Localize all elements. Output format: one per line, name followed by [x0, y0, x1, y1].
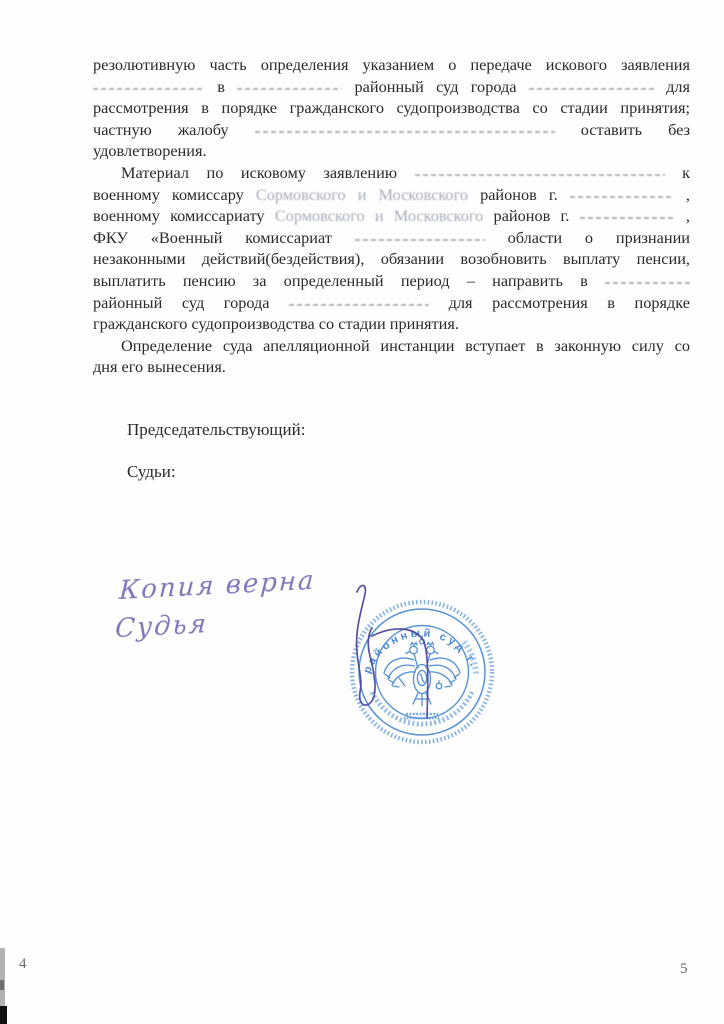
redacted-text — [237, 82, 342, 92]
handwritten-copy-note: Копия верна — [118, 565, 317, 607]
text-run: районов г. — [480, 184, 558, 204]
text-run: гражданского судопроизводства со стадии принятия. — [93, 314, 459, 334]
document-body — [93, 54, 690, 378]
presiding-judge-label: Председательствующий: — [127, 420, 306, 439]
text-run: частную жалобу — [93, 119, 229, 139]
document-line — [93, 335, 690, 357]
text-run: военному комиссариату — [93, 206, 265, 226]
document-line — [93, 205, 690, 227]
document-line — [93, 356, 690, 378]
text-run: в — [217, 76, 225, 96]
scan-edge-mark — [0, 980, 4, 990]
text-run: ФКУ «Военный комиссариат — [93, 227, 332, 247]
text-run: районный суд города — [93, 292, 270, 312]
document-line — [93, 184, 690, 206]
text-run: , — [685, 206, 690, 226]
document-line — [93, 292, 690, 314]
text-run: области о признании — [507, 227, 690, 247]
faded-text: Сормовского и Московского — [274, 206, 484, 226]
faded-text: Сормовского и Московского — [255, 184, 468, 204]
judge-signature — [330, 560, 530, 780]
text-run: для рассмотрения в порядке — [448, 292, 690, 312]
document-line — [93, 119, 690, 141]
redacted-text — [529, 82, 654, 92]
text-run: незаконными действий(бездействия), обязании возобновить выплату пенсии, — [93, 249, 690, 269]
text-run: районов г. — [493, 206, 570, 226]
redacted-text — [289, 298, 429, 308]
text-run: удовлетворения. — [93, 141, 207, 161]
handwritten-judge-note: Судья — [114, 609, 209, 645]
redacted-text — [605, 276, 690, 286]
document-line — [93, 54, 690, 76]
document-line — [93, 270, 690, 292]
text-run: , — [685, 184, 690, 204]
redacted-text — [255, 125, 555, 135]
text-run: Определение суда апелляционной инстанции вступает в законную силу со — [121, 335, 690, 355]
redacted-text — [93, 82, 205, 92]
stamp-arc-text: районный суд г. — [361, 627, 481, 676]
page-number-right: 5 — [680, 961, 688, 977]
document-line — [93, 227, 690, 249]
document-line — [93, 162, 690, 184]
text-run: Материал по исковому заявлению — [121, 162, 397, 182]
text-run: выплатить пенсию за определенный период – направить в — [93, 270, 588, 290]
document-line — [93, 248, 690, 270]
page-number-left: 4 — [19, 956, 27, 972]
redacted-text — [415, 168, 665, 178]
judges-label: Судьи: — [127, 462, 176, 481]
text-run: рассмотрения в порядке гражданского судопроизводства со стадии принятия; — [93, 98, 690, 118]
text-run: резолютивную часть определения указанием о передаче искового заявления — [93, 55, 690, 74]
text-run: оставить без — [580, 119, 690, 139]
text-run: военному комиссару — [93, 184, 244, 204]
redacted-text — [570, 190, 674, 200]
scan-edge-black-mark — [0, 1006, 7, 1024]
text-run: районный суд города — [354, 76, 517, 96]
document-line — [93, 313, 690, 335]
text-run: дня его вынесения. — [93, 357, 226, 377]
document-line — [93, 140, 690, 162]
text-run: для — [666, 76, 690, 96]
document-line — [93, 76, 690, 98]
document-line — [93, 97, 690, 119]
text-run: к — [682, 162, 691, 182]
redacted-text — [355, 233, 485, 243]
redacted-text — [580, 211, 676, 221]
